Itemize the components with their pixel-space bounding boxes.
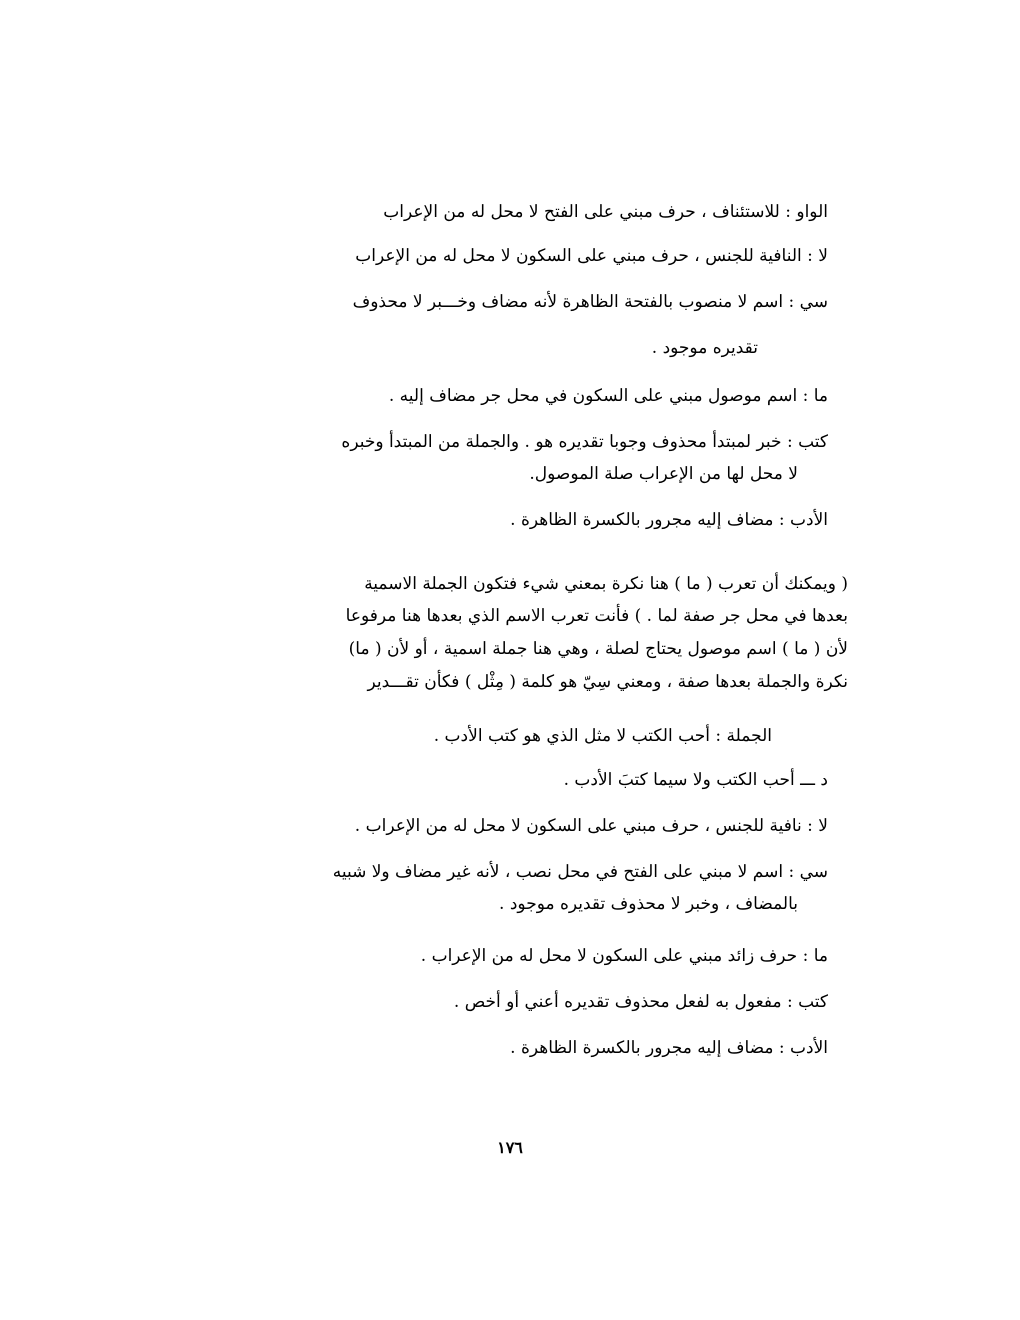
text-line: لأن ( ما ) اسم موصول يحتاج لصلة ، وهي هنا جملة اسمية ، أو لأن ( ما) <box>348 639 848 659</box>
text-line: لا محل لها من الإعراب صلة الموصول. <box>529 464 798 484</box>
text-line: الأدب : مضاف إليه مجرور بالكسرة الظاهرة . <box>510 510 828 530</box>
text-line: الأدب : مضاف إليه مجرور بالكسرة الظاهرة . <box>510 1038 828 1058</box>
text-line: ما : اسم موصول مبني على السكون في محل جر مضاف إليه . <box>388 386 828 406</box>
text-line: الجملة : أحب الكتب لا مثل الذي هو كتب الأدب . <box>433 726 772 746</box>
text-line: تقديره موجود . <box>651 338 758 358</box>
text-line: الواو : للاستئناف ، حرف مبني على الفتح لا محل له من الإعراب <box>383 202 828 222</box>
text-line: سي : اسم لا منصوب بالفتحة الظاهرة لأنه مضاف وخـــبر لا محذوف <box>352 292 828 312</box>
text-line: نكرة والجملة بعدها صفة ، ومعني سِيّ هو كلمة ( مِثْل ) فكأن تقـــدير <box>367 672 848 692</box>
text-line: كتب : خبر لمبتدأ محذوف وجوبا تقديره هو . والجملة من المبتدأ وخبره <box>341 432 828 452</box>
text-line: بعدها في محل جر صفة لما . ) فأنت تعرب الاسم الذي بعدها هنا مرفوعا <box>345 606 848 626</box>
page-number: ١٧٦ <box>497 1138 523 1157</box>
text-line: سي : اسم لا مبني على الفتح في محل نصب ، لأنه غير مضاف ولا شبيه <box>332 862 828 882</box>
text-line: لا : نافية للجنس ، حرف مبني على السكون لا محل له من الإعراب . <box>354 816 828 836</box>
text-line: د ـــ أحب الكتب ولا سيما كتبَ الأدب . <box>563 770 828 790</box>
text-line: ( ويمكنك أن تعرب ( ما ) هنا نكرة بمعني شيء فتكون الجملة الاسمية <box>364 574 848 594</box>
text-line: لا : النافية للجنس ، حرف مبني على السكون لا محل له من الإعراب <box>355 246 828 266</box>
text-line: بالمضاف ، وخبر لا محذوف تقديره موجود . <box>499 894 798 914</box>
text-line: كتب : مفعول به لفعل محذوف تقديره أعني أو أخص . <box>453 992 828 1012</box>
text-line: ما : حرف زائد مبني على السكون لا محل له من الإعراب . <box>420 946 828 966</box>
